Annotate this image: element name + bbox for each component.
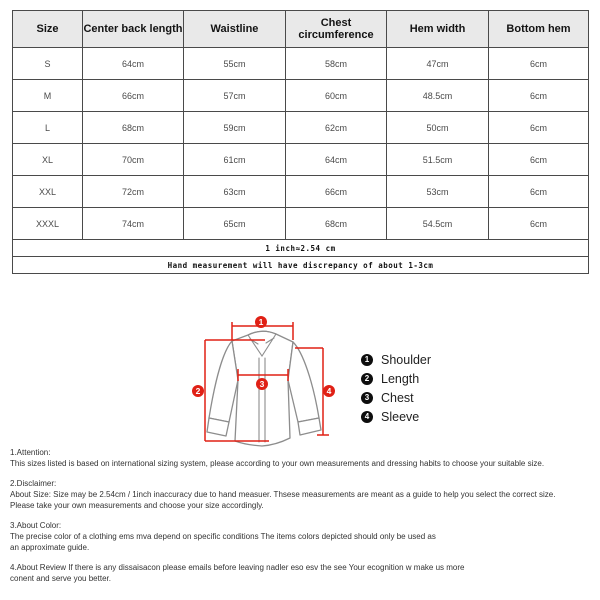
size-cell: XL xyxy=(13,144,83,176)
note-cell: 1 inch≈2.54 cm xyxy=(13,240,589,257)
measurement-cell: 62cm xyxy=(286,112,387,144)
section-line: The precise color of a clothing ems mva depend on specific conditions The items colors depicted should only be used as xyxy=(10,532,436,541)
measurement-cell: 57cm xyxy=(184,80,286,112)
measurement-cell: 6cm xyxy=(489,80,589,112)
size-cell: M xyxy=(13,80,83,112)
measurement-cell: 66cm xyxy=(286,176,387,208)
legend-label: Shoulder xyxy=(381,352,432,367)
size-cell: XXXL xyxy=(13,208,83,240)
marker-4-number: 4 xyxy=(326,386,332,396)
measurement-cell: 60cm xyxy=(286,80,387,112)
legend-label: Length xyxy=(381,371,420,386)
info-section xyxy=(10,478,596,511)
measurement-cell: 68cm xyxy=(286,208,387,240)
measurement-cell: 53cm xyxy=(387,176,489,208)
measurement-cell: 58cm xyxy=(286,48,387,80)
marker-2-number: 2 xyxy=(195,386,201,396)
info-section xyxy=(10,447,596,469)
legend-item xyxy=(361,353,431,366)
shirt-left-sleeve xyxy=(209,341,238,422)
column-header: Bottom hem xyxy=(489,11,589,48)
measurement-cell: 61cm xyxy=(184,144,286,176)
table-row xyxy=(13,48,589,80)
measurement-cell: 6cm xyxy=(489,208,589,240)
column-header: Center back length xyxy=(83,11,184,48)
measurement-cell: 66cm xyxy=(83,80,184,112)
marker-1-number: 1 xyxy=(258,317,264,327)
size-cell: S xyxy=(13,48,83,80)
note-row xyxy=(13,240,589,257)
section-heading: 3.About Color: xyxy=(10,521,62,530)
measurement-cell: 51.5cm xyxy=(387,144,489,176)
column-header: Hem width xyxy=(387,11,489,48)
measurement-cell: 47cm xyxy=(387,48,489,80)
column-header: Chest circumference xyxy=(286,11,387,48)
legend-number-badge: 1 xyxy=(361,354,373,366)
legend-label: Sleeve xyxy=(381,409,420,424)
measurement-cell: 65cm xyxy=(184,208,286,240)
info-sections xyxy=(10,447,596,593)
measurement-cell: 68cm xyxy=(83,112,184,144)
section-heading: 2.Disclaimer: xyxy=(10,479,57,488)
legend-label: Chest xyxy=(381,390,414,405)
info-section xyxy=(10,562,596,584)
measurement-cell: 70cm xyxy=(83,144,184,176)
note-row xyxy=(13,257,589,274)
size-cell: XXL xyxy=(13,176,83,208)
shirt-right-sleeve xyxy=(288,342,319,422)
measurement-cell: 74cm xyxy=(83,208,184,240)
column-header: Size xyxy=(13,11,83,48)
measurement-cell: 64cm xyxy=(286,144,387,176)
note-cell: Hand measurement will have discrepancy of about 1-3cm xyxy=(13,257,589,274)
section-line: 4.About Review If there is any dissaisacon please emails before leaving nadler eso esv the see Your ecognition w make us more xyxy=(10,563,465,572)
marker-3-number: 3 xyxy=(259,379,265,389)
table-row xyxy=(13,176,589,208)
section-line: Please take your own measurements and choose your size accordingly. xyxy=(10,501,264,510)
table-row xyxy=(13,112,589,144)
section-line: conent and serve you better. xyxy=(10,574,111,583)
measurement-cell: 54.5cm xyxy=(387,208,489,240)
shirt-diagram xyxy=(165,306,345,451)
section-line: About Size: Size may be 2.54cm / 1inch inaccuracy due to hand measuer. Thsese measurements are meant as a guide to help you select the correct size. xyxy=(10,490,556,499)
diagram-legend xyxy=(361,353,431,429)
measurement-cell: 6cm xyxy=(489,176,589,208)
legend-item xyxy=(361,391,431,404)
column-header: Waistline xyxy=(184,11,286,48)
measurement-cell: 55cm xyxy=(184,48,286,80)
header-row xyxy=(13,11,589,48)
shirt-left-cuff xyxy=(207,418,229,436)
table-row xyxy=(13,208,589,240)
measurement-cell: 50cm xyxy=(387,112,489,144)
legend-number-badge: 3 xyxy=(361,392,373,404)
table-row xyxy=(13,80,589,112)
size-table-body xyxy=(13,48,589,240)
table-row xyxy=(13,144,589,176)
size-table-notes xyxy=(13,240,589,274)
measurement-cell: 64cm xyxy=(83,48,184,80)
size-table xyxy=(12,10,589,274)
section-heading: 1.Attention: xyxy=(10,448,51,457)
info-section xyxy=(10,520,596,553)
measurement-cell: 6cm xyxy=(489,48,589,80)
measurement-cell: 63cm xyxy=(184,176,286,208)
measurement-cell: 72cm xyxy=(83,176,184,208)
legend-number-badge: 2 xyxy=(361,373,373,385)
measurement-cell: 6cm xyxy=(489,112,589,144)
legend-item xyxy=(361,410,431,423)
measurement-cell: 6cm xyxy=(489,144,589,176)
measurement-cell: 48.5cm xyxy=(387,80,489,112)
measurement-cell: 59cm xyxy=(184,112,286,144)
legend-number-badge: 4 xyxy=(361,411,373,423)
size-cell: L xyxy=(13,112,83,144)
legend-item xyxy=(361,372,431,385)
section-line: This sizes listed is based on international sizing system, please according to your own measurements and dressing habits to choose your suitable size. xyxy=(10,459,545,468)
size-table-header xyxy=(13,11,589,48)
section-line: an approximate guide. xyxy=(10,543,90,552)
